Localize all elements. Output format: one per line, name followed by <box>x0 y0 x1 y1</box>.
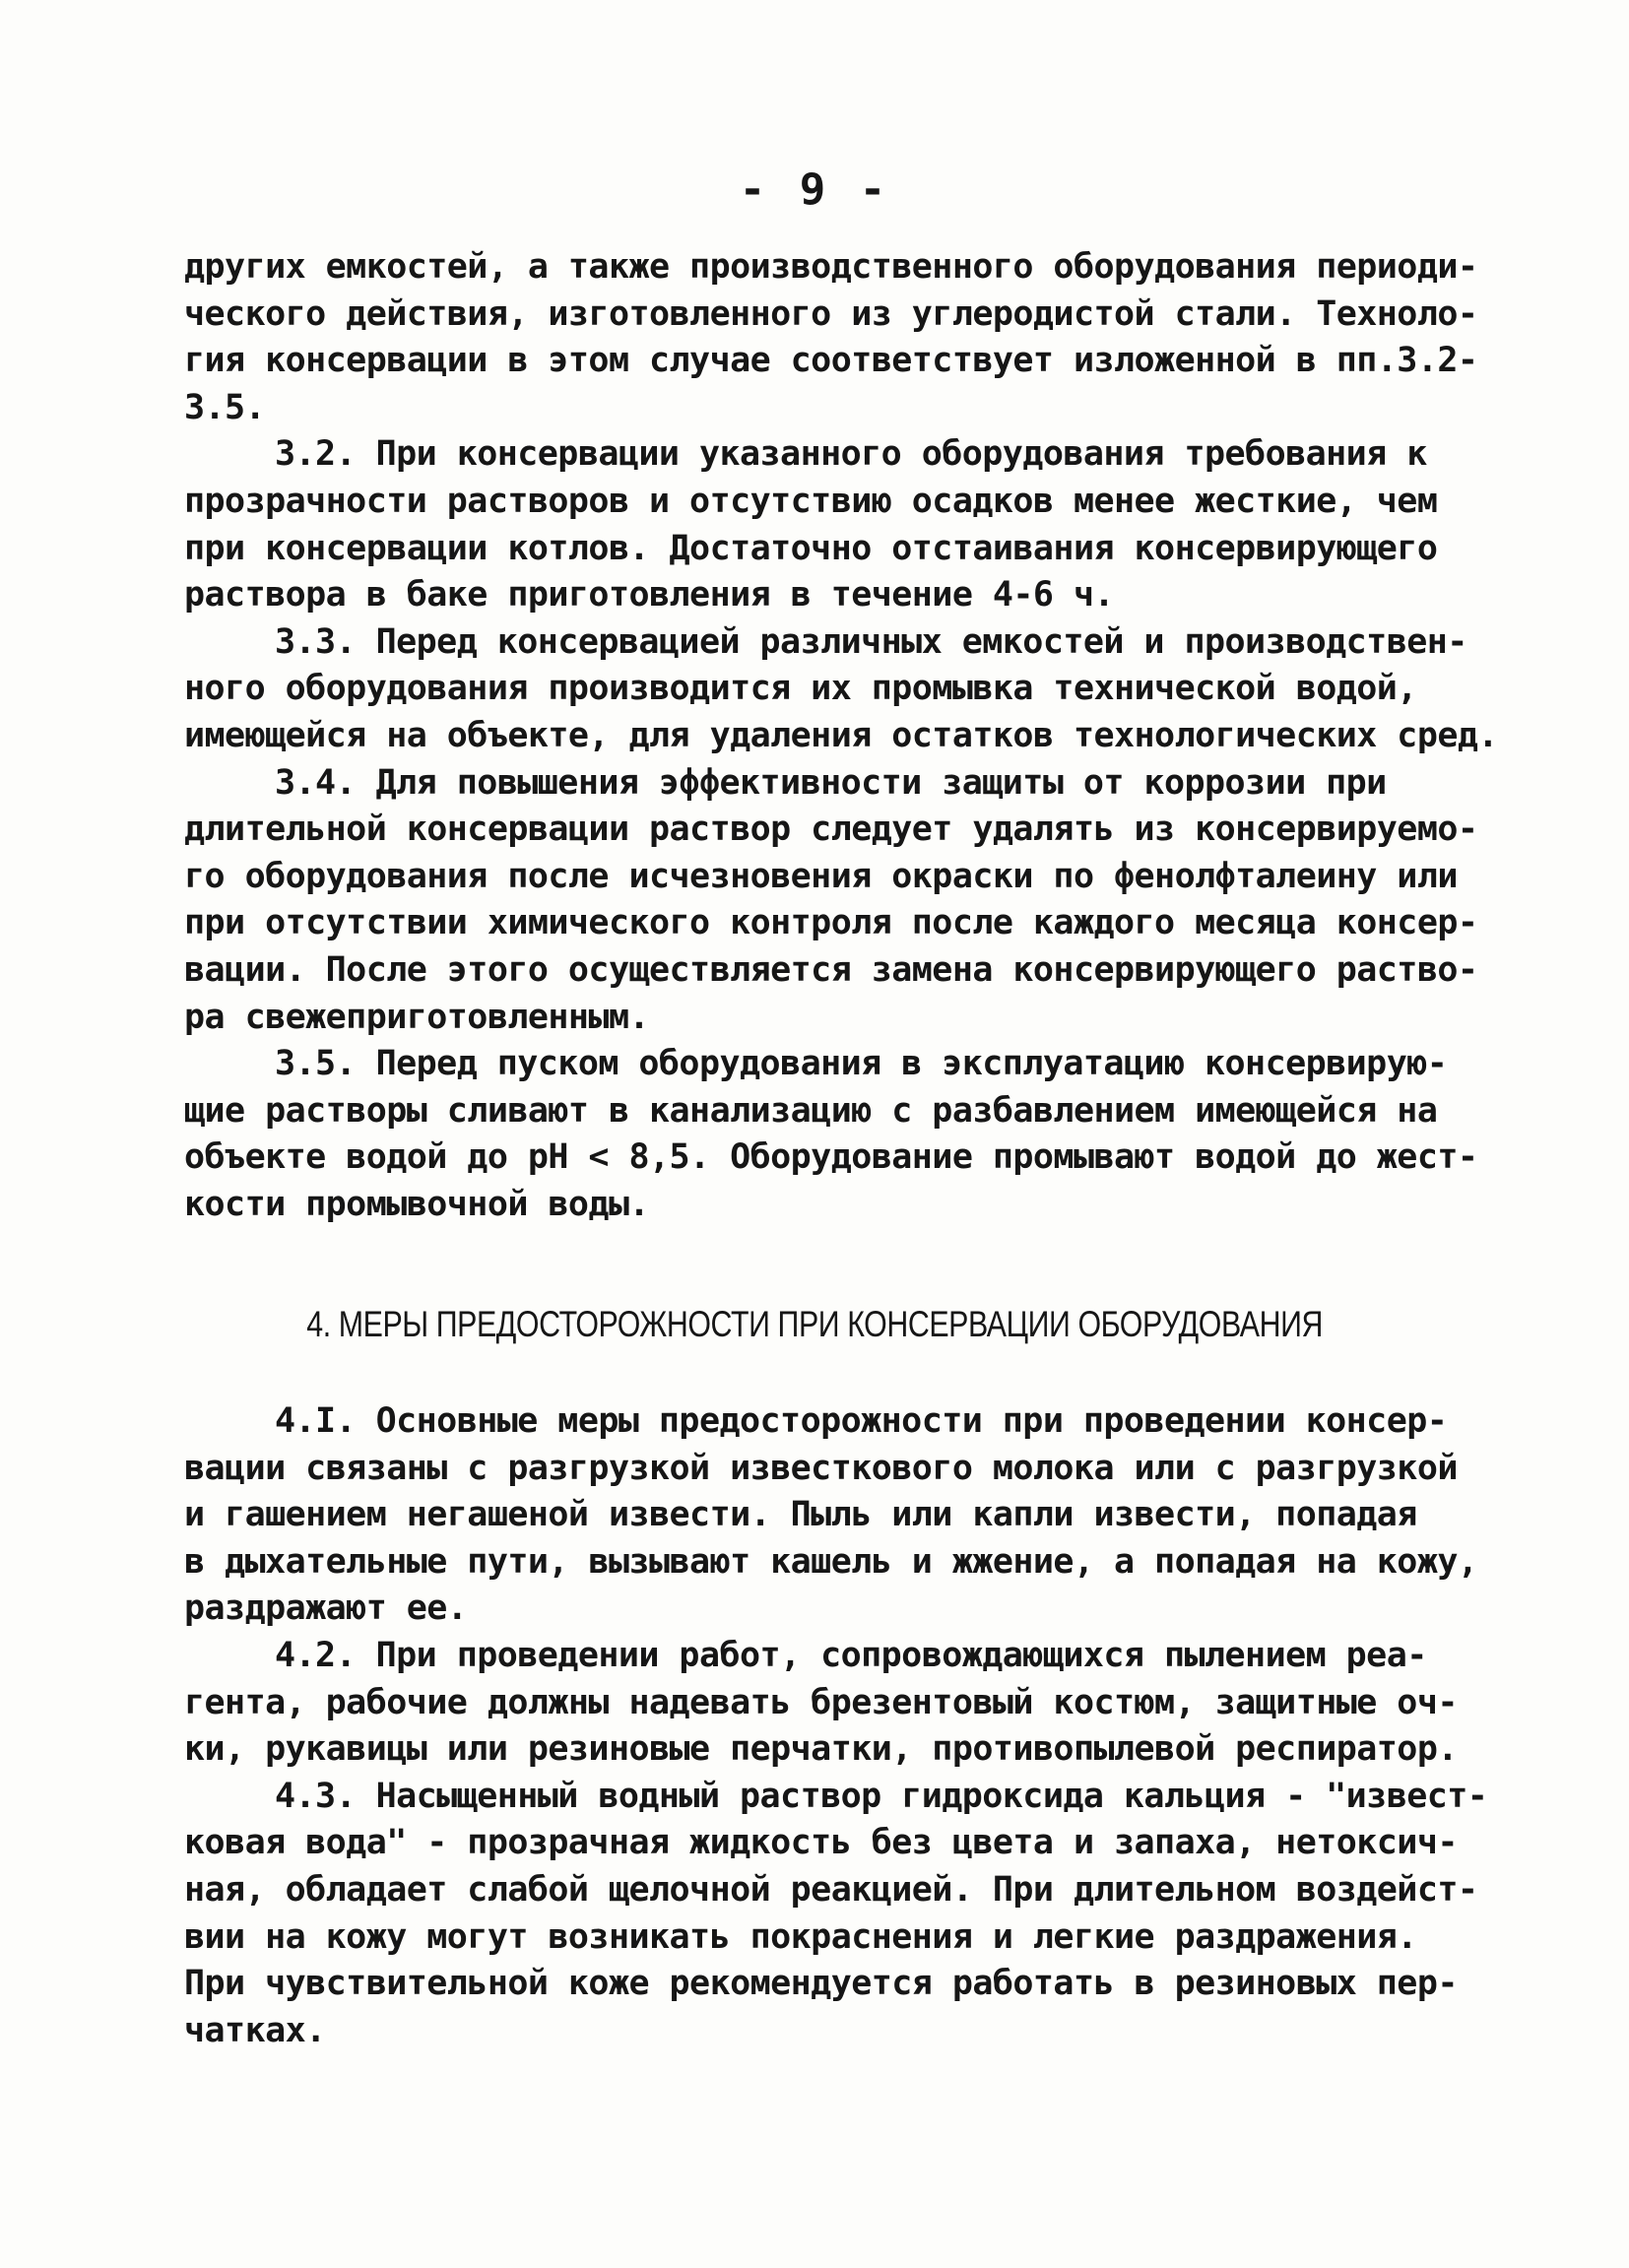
text-line: раствора в баке приготовления в течение 4-6 ч. <box>184 575 1115 616</box>
section-4-heading-text: 4. МЕРЫ ПРЕДОСТОРОЖНОСТИ ПРИ КОНСЕРВАЦИИ ОБОРУДОВАНИЯ <box>306 1304 1323 1344</box>
section-4-text <box>184 1398 1488 2054</box>
text-line: вии на кожу могут возникать покраснения и легкие раздражения. <box>184 1916 1417 1957</box>
page-number: - 9 - <box>739 164 890 215</box>
text-line: при отсутствии химического контроля после каждого месяца консер- <box>184 903 1478 943</box>
text-line: 3.4. Для повышения эффективности защиты от коррозии при <box>275 762 1387 803</box>
text-line: ра свежеприготовленным. <box>184 997 650 1037</box>
text-line: 3.5. <box>184 387 266 427</box>
text-line: гента, рабочие должны надевать брезентовый костюм, защитные оч- <box>184 1682 1458 1722</box>
text-line: и гашением негашеной извести. Пыль или капли извести, попадая <box>184 1495 1417 1535</box>
text-line: 3.3. Перед консервацией различных емкостей и производствен- <box>275 621 1467 662</box>
text-line: го оборудования после исчезновения окраски по фенолфталеину или <box>184 856 1458 896</box>
section-3-text <box>184 244 1498 1228</box>
text-line: раздражают ее. <box>184 1588 468 1629</box>
text-line: имеющейся на объекте, для удаления остатков технологических сред. <box>184 715 1498 755</box>
text-line: ного оборудования производится их промывка технической водой, <box>184 669 1417 709</box>
text-line: гия консервации в этом случае соответствует изложенной в пп.3.2- <box>184 341 1478 381</box>
text-line: при консервации котлов. Достаточно отстаивания консервирующего <box>184 528 1438 568</box>
text-line: 4.3. Насыщенный водный раствор гидроксида кальция - "извест- <box>275 1776 1488 1816</box>
section-4-heading <box>0 1298 1629 1351</box>
text-line: чатках. <box>184 2010 326 2050</box>
text-line: ковая вода" - прозрачная жидкость без цвета и запаха, нетоксич- <box>184 1823 1458 1863</box>
text-line: объекте водой до pH < 8,5. Оборудование промывают водой до жест- <box>184 1137 1478 1178</box>
text-line: других емкостей, а также производственного оборудования периоди- <box>184 247 1478 287</box>
text-line: вации связаны с разгрузкой известкового молока или с разгрузкой <box>184 1448 1458 1488</box>
text-line: 4.2. При проведении работ, сопровождающихся пылением реа- <box>275 1635 1427 1675</box>
text-line: щие растворы сливают в канализацию с разбавлением имеющейся на <box>184 1090 1438 1131</box>
text-line: вации. После этого осуществляется замена консервирующего раство- <box>184 949 1478 990</box>
text-line: ки, рукавицы или резиновые перчатки, противопылевой респиратор. <box>184 1729 1458 1770</box>
text-line: ная, обладает слабой щелочной реакцией. При длительном воздейст- <box>184 1869 1478 1910</box>
text-line: кости промывочной воды. <box>184 1184 650 1224</box>
text-line: ческого действия, изготовленного из углеродистой стали. Техноло- <box>184 293 1478 334</box>
text-line: 4.I. Основные меры предосторожности при проведении консер- <box>275 1401 1448 1441</box>
text-line: 3.2. При консервации указанного оборудования требования к <box>275 434 1427 475</box>
text-line: прозрачности растворов и отсутствию осадков менее жесткие, чем <box>184 481 1438 521</box>
text-line: При чувствительной коже рекомендуется работать в резиновых пер- <box>184 1964 1458 2004</box>
text-line: в дыхательные пути, вызывают кашель и жжение, а попадая на кожу, <box>184 1541 1478 1582</box>
text-line: 3.5. Перед пуском оборудования в эксплуатацию консервирую- <box>275 1044 1448 1084</box>
text-line: длительной консервации раствор следует удалять из консервируемо- <box>184 810 1478 850</box>
